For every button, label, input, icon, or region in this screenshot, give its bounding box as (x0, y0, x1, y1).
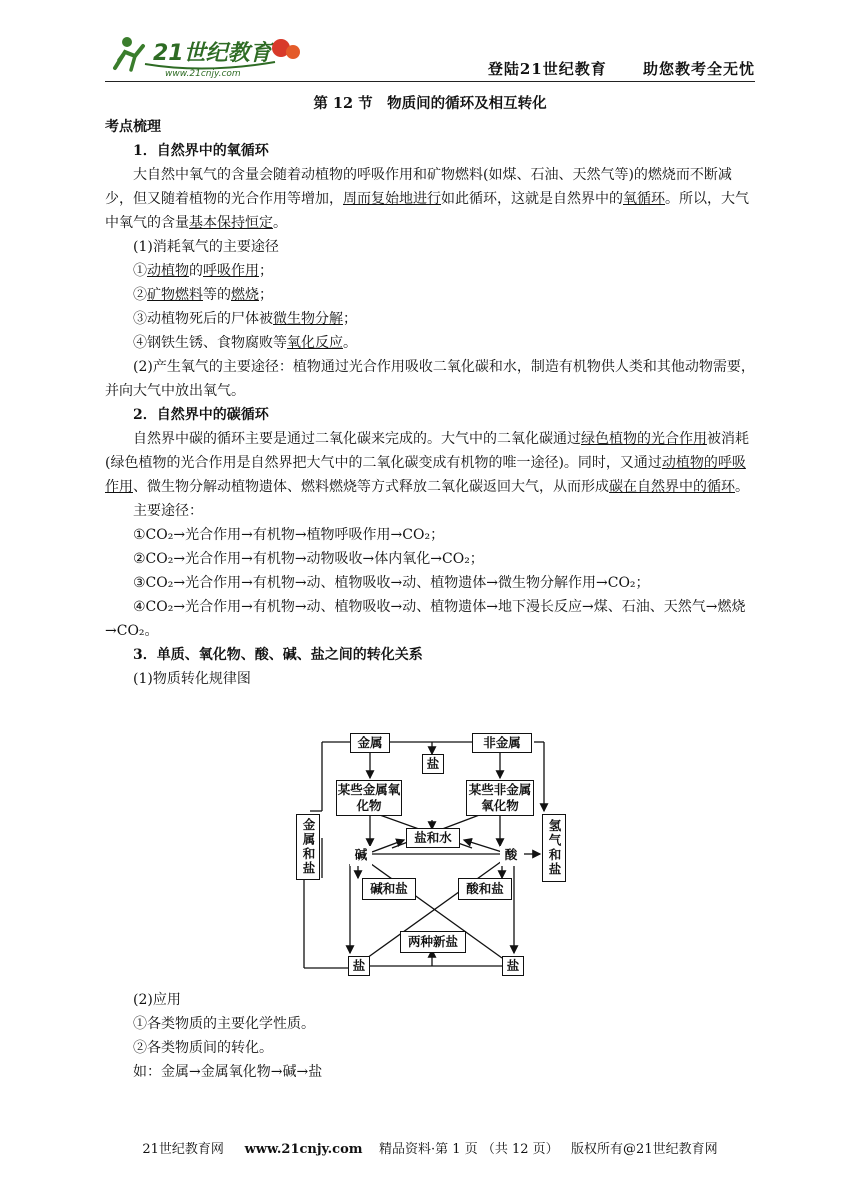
footer-copyright: 版权所有@21世纪教育网 (571, 1142, 718, 1157)
s1-item4: ④钢铁生锈、食物腐败等氧化反应。 (133, 335, 357, 351)
header-slogan (458, 58, 755, 79)
two-salts-box: 两种新盐 (400, 931, 466, 953)
page-header (105, 30, 755, 82)
salt-left-box: 盐 (348, 956, 370, 976)
s2-route3: ③CO₂→光合作用→有机物→动、植物吸收→动、植物遗体→微生物分解作用→CO₂； (133, 575, 650, 591)
s3-sub2: (2)应用 (133, 992, 181, 1008)
s2-route2: ②CO₂→光合作用→有机物→动物吸收→体内氧化→CO₂； (133, 551, 484, 567)
conversion-diagram (292, 728, 572, 978)
metal-oxide-box: 某些金属氧化物 (336, 780, 402, 816)
metal-salt-box: 金属和盐 (296, 814, 320, 880)
salt-water-box: 盐和水 (406, 828, 460, 848)
salt-right-box: 盐 (502, 956, 524, 976)
acid-box: 酸 (500, 846, 522, 866)
nonmetal-oxide-box: 某些非金属氧化物 (466, 780, 534, 816)
footer-page-info: 精品资料·第 1 页 （共 12 页） (379, 1142, 559, 1157)
section-heading: 考点梳理 (105, 119, 161, 135)
s2-heading: 2．自然界中的碳循环 (133, 407, 269, 423)
header-divider (105, 81, 755, 82)
s3-app1: ①各类物质的主要化学性质。 (133, 1016, 315, 1032)
base-salt-box: 碱和盐 (362, 878, 416, 900)
s3-heading: 3．单质、氧化物、酸、碱、盐之间的转化关系 (133, 647, 423, 663)
slogan-left: 登陆21世纪教育 (487, 60, 607, 78)
s2-route4: ④CO₂→光合作用→有机物→动、植物吸收→动、植物遗体→地下漫长反应→煤、石油、天然气→燃烧→CO₂。 (105, 599, 746, 639)
svg-text:21世纪教育: 21世纪教育 (153, 41, 272, 66)
s1-paragraph: 大自然中氧气的含量会随着动植物的呼吸作用和矿物燃料(如煤、石油、天然气等)的燃烧而不断减少，但又随着植物的光合作用等增加，周而复始地进行如此循环，这就是自然界中的氧循环。所以，大气中氧气的含量基本保持恒定。 (105, 167, 749, 231)
s1-item3: ③动植物死后的尸体被微生物分解； (133, 311, 357, 327)
main-content (105, 115, 755, 691)
s1-item1: ①动植物的呼吸作用； (133, 263, 273, 279)
s1-sub2: (2)产生氧气的主要途径：植物通过光合作用吸收二氧化碳和水，制造有机物供人类和其他动物需要，并向大气中放出氧气。 (105, 359, 755, 399)
s1-heading: 1．自然界中的氧循环 (133, 143, 269, 159)
s2-routes-label: 主要途径： (133, 503, 203, 519)
footer-left: 21世纪教育网 (142, 1142, 224, 1157)
s1-item2: ②矿物燃料等的燃烧； (133, 287, 273, 303)
page-title: 第 12 节 物质间的循环及相互转化 (313, 95, 547, 112)
page-footer (0, 1138, 860, 1157)
s1-sub1: (1)消耗氧气的主要途径 (133, 239, 279, 255)
footer-site-link[interactable]: www.21cnjy.com (244, 1142, 363, 1157)
application-section (105, 988, 755, 1084)
s3-sub1: (1)物质转化规律图 (133, 671, 251, 687)
s3-app2: ②各类物质间的转化。 (133, 1040, 273, 1056)
slogan-right: 助您教考全无忧 (642, 60, 755, 78)
base-box: 碱 (350, 846, 372, 866)
nonmetal-box: 非金属 (472, 733, 532, 753)
s2-route1: ①CO₂→光合作用→有机物→植物呼吸作用→CO₂； (133, 527, 445, 543)
salt-top-box: 盐 (422, 754, 444, 774)
metal-box: 金属 (350, 733, 390, 753)
acid-salt-box: 酸和盐 (458, 878, 512, 900)
svg-text:www.21cnjy.com: www.21cnjy.com (165, 69, 241, 79)
hydrogen-salt-box: 氢气和盐 (542, 814, 566, 882)
logo-21cnjy (105, 30, 305, 80)
s3-app3: 如：金属→金属氧化物→碱→盐 (133, 1064, 323, 1080)
s2-paragraph: 自然界中碳的循环主要是通过二氧化碳来完成的。大气中的二氧化碳通过绿色植物的光合作用被消耗(绿色植物的光合作用是自然界把大气中的二氧化碳变成有机物的唯一途径)。同时，又通过动植物的呼吸作用、微生物分解动植物遗体、燃料燃烧等方式释放二氧化碳返回大气，从而形成碳在自然界中的循环。 (105, 431, 749, 495)
